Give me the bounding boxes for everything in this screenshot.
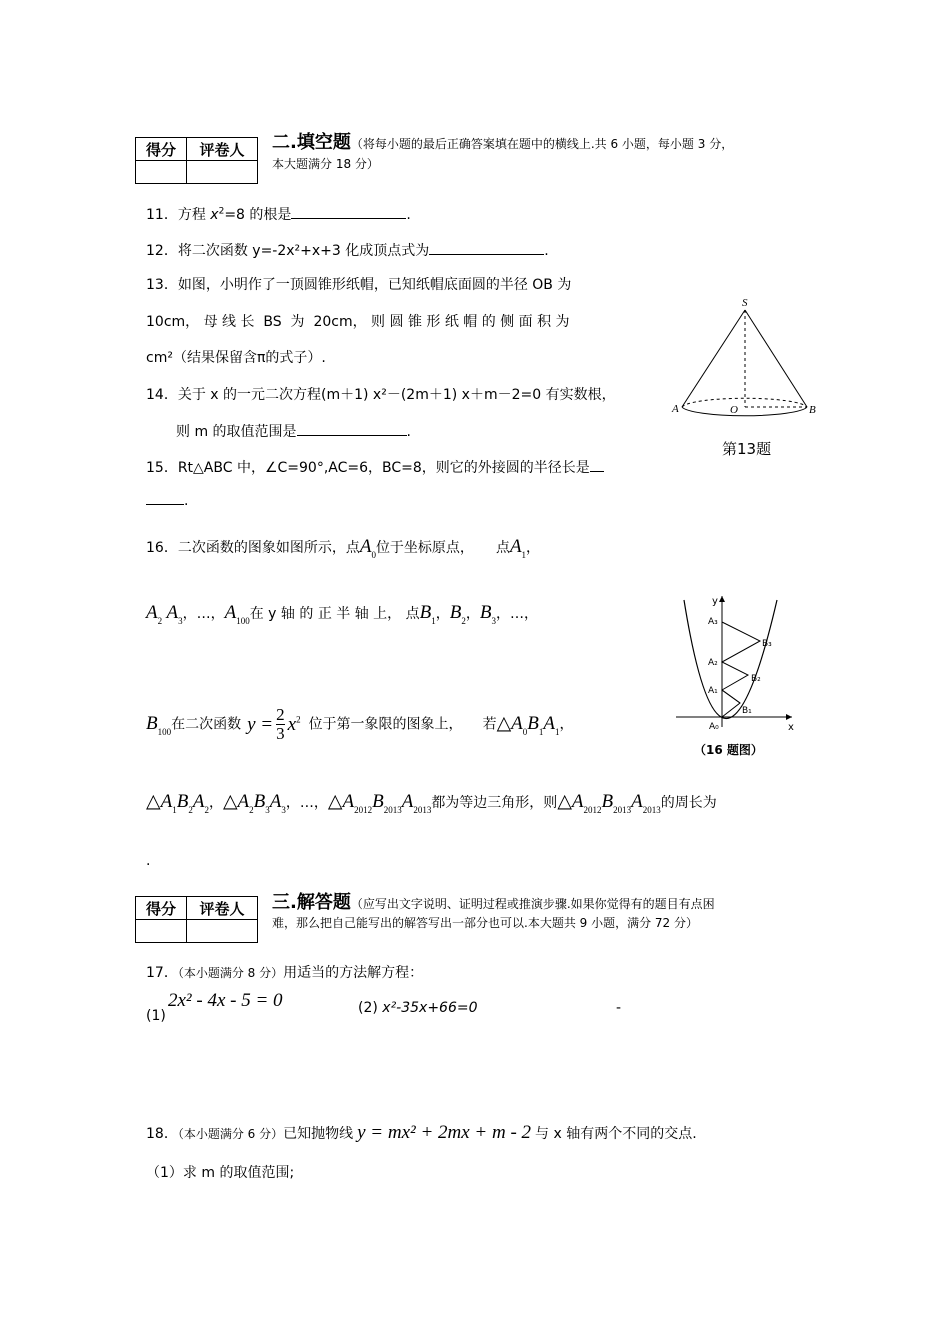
question-13-line1: 13．如图，小明作了一顶圆锥形纸帽，已知纸帽底面圆的半径 OB 为 [146, 277, 572, 293]
cone-label-b: B [809, 404, 816, 416]
cone-base-front [682, 407, 807, 416]
q17-part1-equation: 2x² - 4x - 5 = 0 [168, 990, 283, 1011]
q18-part1: （1）求 m 的取值范围; [146, 1165, 295, 1181]
section2-title: 二.填空题 [272, 132, 351, 153]
score-table-1 [135, 137, 258, 184]
fig16-label-y: y [712, 596, 718, 607]
q17-part1-label: (1) [146, 1008, 166, 1024]
question-17: 17．（本小题满分 8 分）用适当的方法解方程： [146, 965, 424, 981]
cone-figure [670, 292, 820, 422]
question-15-line1: 15．Rt△ABC 中，∠C=90°,AC=6，BC=8，则它的外接圆的半径长是 [146, 457, 604, 477]
grader-cell[interactable] [187, 920, 258, 943]
x-axis-arrow [786, 714, 792, 720]
answer-blank-14[interactable] [297, 435, 407, 436]
question-11: 11．方程 $x^2=8$ 的根是 . [146, 206, 411, 223]
q17-dash: - [616, 1000, 622, 1016]
cone-right-edge [745, 310, 807, 407]
section2-note-1: （将每小题的最后正确答案填在题中的横线上.共 6 小题，每小题 3 分， [350, 137, 734, 151]
section3-header [272, 888, 715, 914]
score-label: 得分 [136, 138, 187, 161]
section2-header [272, 128, 733, 154]
fig16-label-b2: B₂ [751, 674, 761, 684]
section3-note-2: 难，那么把自己能写出的解答写出一部分也可以.本大题共 9 小题，满分 72 分） [272, 916, 698, 930]
question-16-line4: $\triangle A_1B_2A_2$，$\triangle A_2B_3A_3$，…，$\triangle A_{2012}B_{2013}A_{2013}$都为等边三角形，则$\triangle A_{2012}B_{2013}A_{2013}$的周长为 [146, 791, 717, 815]
answer-blank-11[interactable] [291, 218, 406, 219]
grader-label: 评卷人 [187, 897, 258, 920]
q17-part2: (2) x²-35x+66=0 [358, 1000, 478, 1016]
y-axis-arrow [719, 596, 725, 602]
answer-blank-15b[interactable] [146, 504, 184, 505]
parabola-curve [684, 600, 777, 719]
question-16-line2: $A_2$ $A_3$，…，$A_{100}$在 y 轴 的 正 半 轴 上， 点$B_1$，$B_2$，$B_3$，…， [146, 602, 538, 626]
fig16-label-a1: A₁ [708, 686, 718, 696]
parabola-figure [672, 592, 800, 764]
figure13-caption: 第13题 [722, 440, 772, 458]
grader-cell[interactable] [187, 161, 258, 184]
score-cell[interactable] [136, 920, 187, 943]
question-18: 18．（本小题满分 6 分）已知抛物线 y = mx² + 2mx + m - 2 与 x 轴有两个不同的交点. [146, 1122, 697, 1143]
answer-blank-15a[interactable] [590, 471, 604, 472]
grader-label: 评卷人 [187, 138, 258, 161]
q18-equation: y = mx² + 2mx + m - 2 [357, 1122, 532, 1143]
fig16-label-a0: A₀ [709, 722, 719, 732]
question-13-line2: 10cm， 母 线 长 BS 为 20cm， 则 圆 锥 形 纸 帽 的 侧 面 积 为 [146, 314, 570, 330]
score-label: 得分 [136, 897, 187, 920]
score-table-2 [135, 896, 258, 943]
question-16-line1: 16．二次函数的图象如图所示，点$A_0$位于坐标原点， 点$A_1$， [146, 536, 541, 560]
question-13-line3: cm²（结果保留含π的式子）. [146, 350, 326, 366]
fig16-label-x: x [788, 722, 794, 733]
fig16-label-a2: A₂ [708, 658, 718, 668]
score-cell[interactable] [136, 161, 187, 184]
fig16-label-b3: B₃ [762, 639, 772, 649]
question-16-line3: $B_{100}$在二次函数 y = $\frac{2}{3}$ $x^2$ 位于第一象限的图象上， 若$\triangle A_0B_1A_1$， [146, 705, 574, 743]
triangle-chain [722, 622, 760, 717]
triangle-side [722, 690, 740, 703]
question-12: 12．将二次函数 y=-2x²+x+3 化成顶点式为 . [146, 243, 549, 259]
section2-note-2: 本大题满分 18 分） [272, 157, 379, 171]
fig16-label-a3: A₃ [708, 617, 718, 627]
section3-title: 三.解答题 [272, 892, 351, 913]
question-14-line2: 则 m 的取值范围是 . [176, 424, 411, 440]
cone-label-o: O [730, 404, 738, 416]
cone-left-edge [682, 310, 745, 407]
cone-label-s: S [742, 297, 748, 309]
question-14-line1: 14．关于 x 的一元二次方程(m＋1) x²－(2m＋1) x＋m－2=0 有实数根， [146, 387, 616, 403]
fig16-label-b1: B₁ [742, 706, 752, 716]
section3-note-1: （应写出文字说明、证明过程或推演步骤.如果你觉得有的题目有点困 [350, 897, 715, 911]
cone-label-a: A [672, 403, 679, 415]
fig16-caption: （16 题图） [694, 743, 763, 757]
question-16-line5: . [146, 853, 151, 869]
question-15-line2: . [146, 493, 188, 509]
answer-blank-12[interactable] [429, 254, 544, 255]
